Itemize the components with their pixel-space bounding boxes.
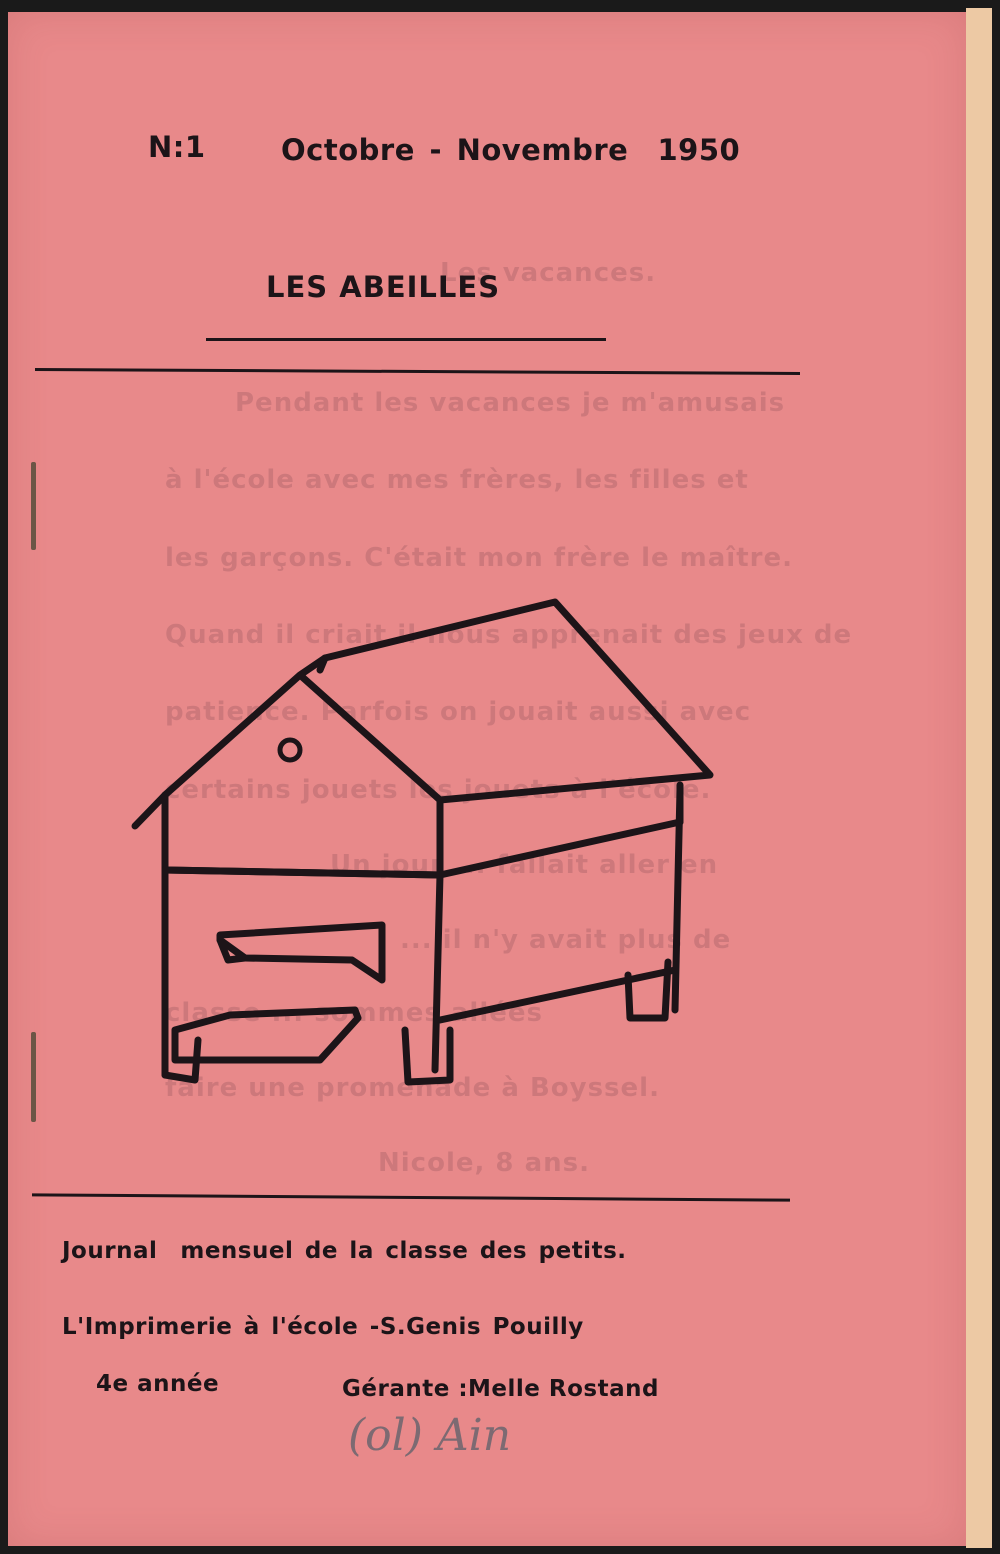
issue-number: N:1 xyxy=(148,130,206,164)
ghost-line: Nicole, 8 ans. xyxy=(378,1148,590,1178)
ghost-line: Pendant les vacances je m'amusais xyxy=(235,388,786,418)
ghost-line: faire une promenade à Boyssel. xyxy=(165,1073,660,1103)
ghost-line: à l'école avec mes frères, les filles et xyxy=(165,465,749,495)
ghost-line: Les vacances. xyxy=(440,258,657,288)
journal-title: LES ABEILLES xyxy=(266,270,501,304)
ghost-line: les garçons. C'était mon frère le maître. xyxy=(165,543,793,573)
publisher-line: L'Imprimerie à l'école -S.Genis Pouilly xyxy=(62,1314,584,1340)
ghost-line: ... il n'y avait plus de xyxy=(400,925,732,955)
beehive-drawing-icon xyxy=(120,590,730,1110)
journal-description: Journal mensuel de la classe des petits. xyxy=(62,1238,627,1264)
ghost-line: certains jouets les jouets à l'école. xyxy=(165,775,712,805)
issue-date: Octobre - Novembre 1950 xyxy=(281,133,741,167)
ghost-line: Quand il criait il nous apprenait des jeux de xyxy=(165,620,853,650)
staple xyxy=(31,1032,36,1122)
year-of-publication: 4e année xyxy=(96,1371,220,1397)
ghost-line: patience. Parfois on jouait aussi avec xyxy=(165,697,752,727)
ghost-line: Un jour ... fallait aller en xyxy=(330,850,719,880)
ghost-line: classe ... sommes allées xyxy=(165,998,543,1028)
manager-name: Gérante :Melle Rostand xyxy=(342,1376,659,1402)
title-underline xyxy=(206,338,606,341)
handwritten-annotation: (ol) Ain xyxy=(348,1410,512,1461)
page-edge xyxy=(966,8,992,1548)
staple xyxy=(31,462,36,550)
